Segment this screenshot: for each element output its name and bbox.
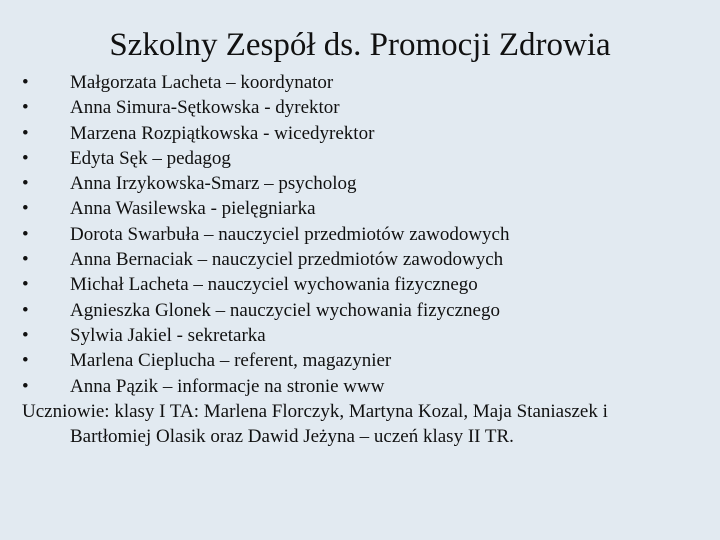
member-text: Anna Irzykowska-Smarz – psycholog <box>70 173 357 195</box>
bullet-icon: • <box>22 249 29 271</box>
member-text: Anna Wasilewska - pielęgniarka <box>70 198 316 220</box>
bullet-icon: • <box>22 173 29 195</box>
member-text: Edyta Sęk – pedagog <box>70 147 231 169</box>
bullet-icon: • <box>22 350 29 372</box>
list-item <box>22 121 702 146</box>
bullet-icon: • <box>22 299 29 321</box>
students-paragraph <box>22 399 702 449</box>
bullet-icon: • <box>22 72 29 93</box>
bullet-icon: • <box>22 324 29 346</box>
bullet-icon: • <box>22 122 29 144</box>
students-line-2: Bartłomiej Olasik oraz Dawid Jeżyna – uczeń klasy II TR. <box>70 426 514 447</box>
bullet-icon: • <box>22 97 29 119</box>
member-text: Michał Lacheta – nauczyciel wychowania fizycznego <box>70 274 478 296</box>
member-text: Anna Simura-Sętkowska - dyrektor <box>70 97 340 119</box>
list-item <box>22 95 702 120</box>
member-text: Marzena Rozpiątkowska - wicedyrektor <box>70 122 375 144</box>
list-item <box>22 171 702 196</box>
list-item <box>22 323 702 348</box>
students-line-1: Uczniowie: klasy I TA: Marlena Florczyk, Martyna Kozal, Maja Staniaszek i <box>22 401 608 422</box>
bullet-icon: • <box>22 375 29 397</box>
list-item <box>22 222 702 247</box>
list-item <box>22 272 702 297</box>
member-text: Małgorzata Lacheta – koordynator <box>70 72 334 93</box>
member-text: Anna Bernaciak – nauczyciel przedmiotów zawodowych <box>70 249 504 271</box>
bullet-icon: • <box>22 147 29 169</box>
bullet-icon: • <box>22 274 29 296</box>
member-text: Dorota Swarbuła – nauczyciel przedmiotów zawodowych <box>70 223 510 245</box>
list-item <box>22 146 702 171</box>
member-list <box>22 70 702 399</box>
member-text: Agnieszka Glonek – nauczyciel wychowania fizycznego <box>70 299 500 321</box>
list-item <box>22 70 702 95</box>
slide-title: Szkolny Zespół ds. Promocji Zdrowia <box>109 27 611 63</box>
list-item <box>22 196 702 221</box>
member-text: Sylwia Jakiel - sekretarka <box>70 324 266 346</box>
list-item <box>22 298 702 323</box>
bullet-icon: • <box>22 223 29 245</box>
bullet-icon: • <box>22 198 29 220</box>
member-text: Marlena Cieplucha – referent, magazynier <box>70 350 392 372</box>
member-text: Anna Pązik – informacje na stronie www <box>70 375 385 397</box>
list-item <box>22 247 702 272</box>
list-item <box>22 374 702 399</box>
list-item <box>22 348 702 373</box>
